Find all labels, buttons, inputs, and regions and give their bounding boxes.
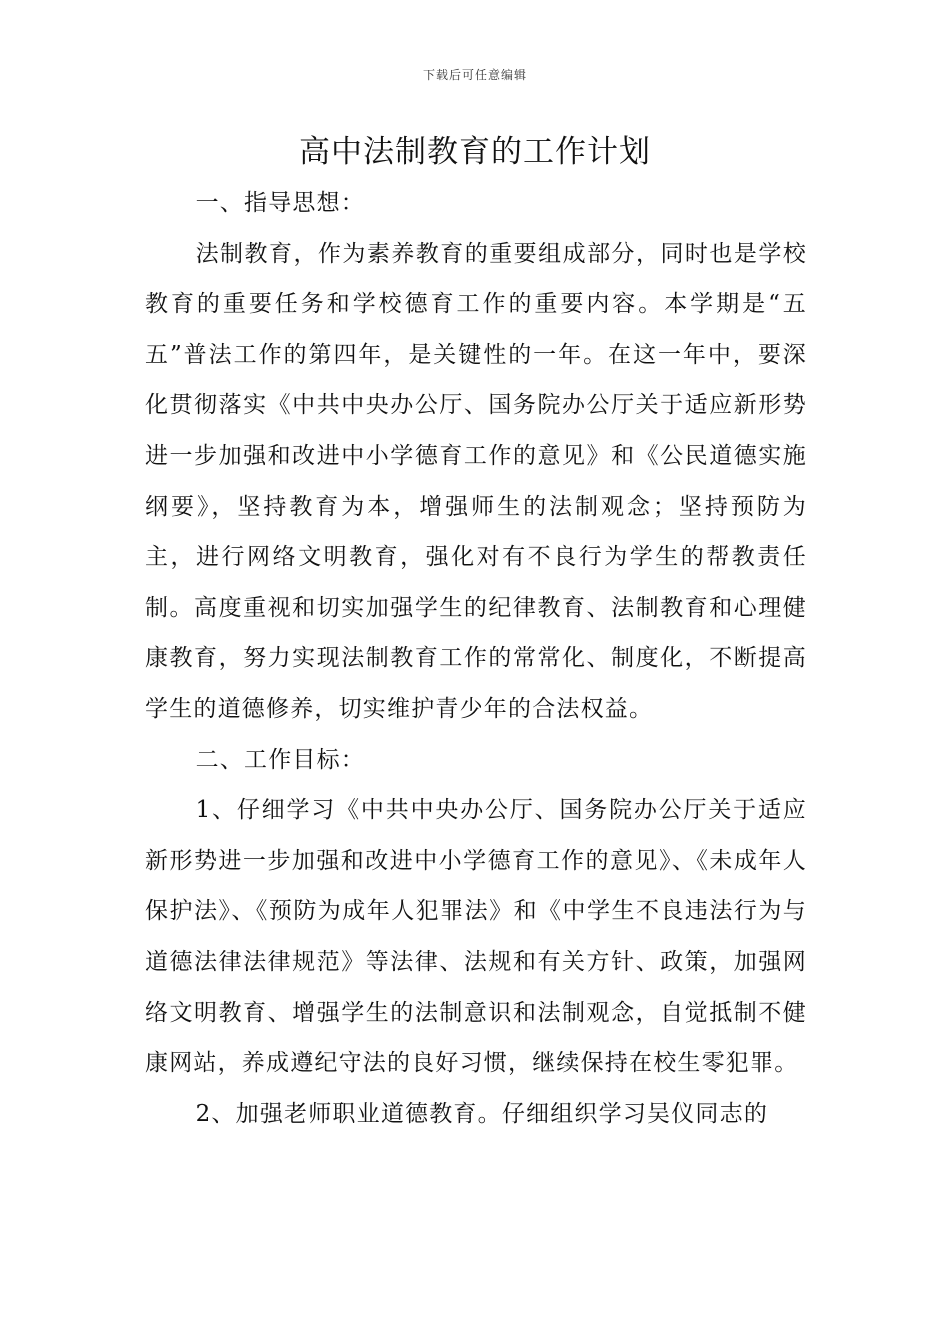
paragraph-goal-1: 1、仔细学习《中共中央办公厅、国务院办公厅关于适应新形势进一步加强和改进中小学德育工作的意见》、《未成年人保护法》、《预防为成年人犯罪法》和《中学生不良违法行为与道德法律法律规范》等法律、法规和有关方针、政策，加强网络文明教育、增强学生的法制意识和法制观念，自觉抵制不健康网站，养成遵纪守法的良好习惯，继续保持在校生零犯罪。: [145, 797, 807, 1077]
paragraph-goal-2: 2、加强老师职业道德教育。仔细组织学习吴仪同志的: [195, 1100, 769, 1127]
section-heading-guiding-thought: 一、指导思想：: [195, 190, 365, 216]
header-note: 下载后可任意编辑: [422, 68, 527, 82]
document-body: [145, 178, 807, 1139]
section-heading-work-goals: 二、工作目标：: [195, 746, 365, 773]
document-title: 高中法制教育的工作计划: [299, 134, 651, 170]
paragraph-guiding-thought: 法制教育，作为素养教育的重要组成部分，同时也是学校教育的重要任务和学校德育工作的重要内容。本学期是“五五”普法工作的第四年，是关键性的一年。在这一年中，要深化贯彻落实《中共中央办公厅、国务院办公厅关于适应新形势进一步加强和改进中小学德育工作的意见》和《公民道德实施纲要》，坚持教育为本，增强师生的法制观念；坚持预防为主，进行网络文明教育，强化对有不良行为学生的帮教责任制。高度重视和切实加强学生的纪律教育、法制教育和心理健康教育，努力实现法制教育工作的常常化、制度化，不断提高学生的道德修养，切实维护青少年的合法权益。: [145, 240, 807, 722]
